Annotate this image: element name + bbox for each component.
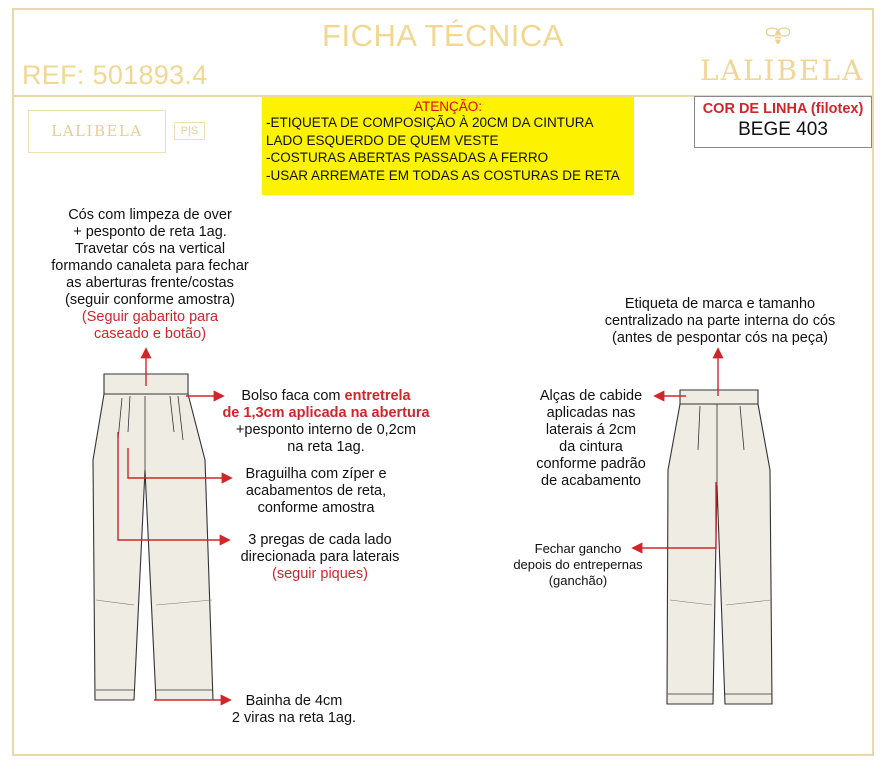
note-line: Etiqueta de marca e tamanho — [624, 296, 816, 312]
note-line-red: entretrela — [344, 388, 411, 404]
attention-line: LADO ESQUERDO DE QUEM VESTE — [266, 132, 499, 148]
pocket-note — [208, 388, 444, 456]
note-line: Braguilha com zíper e — [245, 466, 387, 482]
note-line: +pesponto interno de 0,2cm — [235, 422, 417, 438]
note-line: aplicadas nas — [546, 405, 636, 421]
note-line: Bolso faca com — [241, 388, 345, 404]
note-line: conforme amostra — [257, 500, 375, 516]
note-line: na reta 1ag. — [287, 439, 365, 455]
note-line: centralizado na parte interna do cós — [604, 313, 836, 329]
attention-title: ATENÇÃO: — [413, 99, 482, 114]
note-line: conforme padrão — [536, 456, 646, 472]
note-line: 2 viras na reta 1ag. — [231, 710, 357, 726]
note-line: + pesponto de reta 1ag. — [73, 224, 227, 240]
note-line: laterais á 2cm — [545, 422, 637, 438]
note-line: Travetar cós na vertical — [74, 241, 226, 257]
note-line-red: caseado e botão) — [93, 326, 207, 342]
page-title: FICHA TÉCNICA — [322, 18, 564, 53]
note-line: Alças de cabide — [539, 388, 643, 404]
note-line: Fechar gancho — [534, 541, 622, 556]
note-line: as aberturas frente/costas — [66, 275, 234, 291]
note-line: (antes de pespontar cós na peça) — [611, 330, 829, 346]
note-line: da cintura — [559, 439, 623, 455]
waist-note — [28, 207, 272, 343]
thread-color-label: COR DE LINHA (filotex) — [702, 101, 864, 117]
note-line: de acabamento — [541, 473, 641, 489]
note-line: Bainha de 4cm — [245, 693, 343, 709]
fly-note — [226, 466, 406, 517]
note-line: acabamentos de reta, — [245, 483, 387, 499]
note-line: (ganchão) — [548, 573, 608, 588]
front-trousers-drawing — [93, 374, 213, 700]
note-line: direcionada para laterais — [240, 549, 400, 565]
note-line: Cós com limpeza de over — [68, 207, 232, 223]
size-label-sample: P|S — [174, 122, 205, 140]
attention-line: -USAR ARREMATE EM TODAS AS COSTURAS DE RETA — [266, 167, 620, 183]
note-line: (seguir conforme amostra) — [64, 292, 236, 308]
attention-line: -COSTURAS ABERTAS PASSADAS A FERRO — [266, 150, 549, 165]
back-trousers-drawing — [667, 390, 772, 704]
attention-line: -ETIQUETA DE COMPOSIÇÃO À 20CM DA CINTURA — [266, 115, 594, 130]
crotch-note — [500, 541, 656, 589]
note-line: 3 pregas de cada lado — [248, 532, 392, 548]
note-line: formando canaleta para fechar — [51, 258, 249, 274]
reference-code: REF: 501893.4 — [22, 60, 208, 90]
back-label-note — [582, 296, 858, 347]
note-line-red: (seguir piques) — [272, 566, 368, 582]
note-line: depois do entrepernas — [513, 557, 643, 572]
note-line-red: de 1,3cm aplicada na abertura — [222, 405, 430, 421]
hem-note — [214, 693, 374, 727]
hanger-loop-note — [522, 388, 660, 490]
pleats-note — [226, 532, 414, 583]
brand-label-sample: LALIBELA — [28, 110, 166, 153]
note-line-red: (Seguir gabarito para — [81, 309, 219, 325]
thread-color-value: BEGE 403 — [738, 119, 828, 140]
brand-logo: LALIBELA — [700, 54, 865, 87]
